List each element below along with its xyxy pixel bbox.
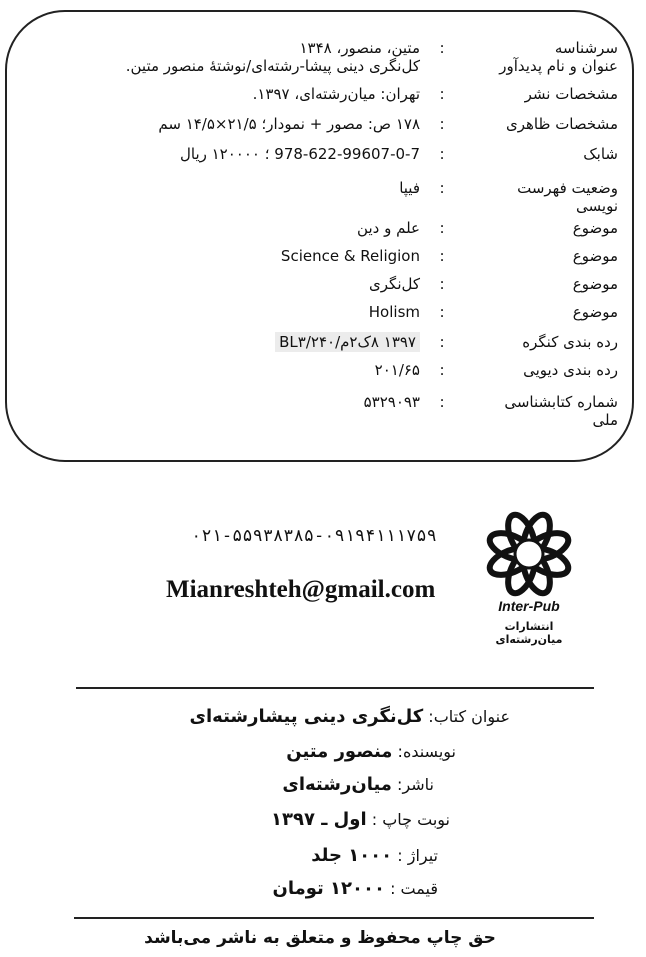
- cip-value: متین، منصور، ۱۳۴۸: [299, 39, 420, 57]
- cip-value: ۵۳۲۹۰۹۳: [363, 393, 420, 411]
- cip-value: [20, 248, 420, 264]
- cip-label: شابک: [583, 145, 618, 163]
- publisher-logo-name: Inter-Pub: [498, 598, 560, 614]
- flower-rosette-icon: [474, 510, 584, 598]
- book-title-value: کل‌نگری دینی پیشارشته‌ای: [189, 706, 424, 727]
- cip-value: [20, 334, 420, 350]
- cip-label-continued: نویسی: [576, 197, 618, 215]
- cip-colon: :: [439, 39, 445, 57]
- publisher-logo-subname: انتشارات میان‌رشته‌ای: [495, 620, 563, 646]
- cip-value: تهران: میان‌رشته‌ای، ۱۳۹۷.: [252, 85, 420, 103]
- cip-colon: :: [439, 115, 445, 133]
- book-title-label: عنوان کتاب:: [428, 707, 510, 726]
- cip-label: شماره کتابشناسی: [504, 393, 618, 411]
- cip-value: ۱۷۸ ص: مصور + نمودار؛ ۲۱/۵×۱۴/۵ سم: [158, 115, 420, 133]
- cip-colon: :: [439, 303, 445, 321]
- circulation-label: تیراژ :: [397, 846, 438, 865]
- cip-colon: :: [439, 145, 445, 163]
- cip-label: رده بندی دیویی: [523, 361, 618, 379]
- price-label: قیمت :: [390, 879, 438, 898]
- cip-label: مشخصات نشر: [524, 85, 618, 103]
- cip-colon: :: [439, 275, 445, 293]
- publisher-label: ناشر:: [397, 775, 434, 794]
- edition-value: اول ـ ۱۳۹۷: [271, 809, 367, 830]
- cip-label: موضوع: [572, 303, 618, 321]
- book-title-line: [189, 706, 510, 728]
- author-line: [286, 741, 456, 763]
- copyright-note: حق چاپ محفوظ و متعلق به ناشر می‌باشد: [144, 928, 496, 948]
- cip-value: 978-622-99607-0-7 ؛ ۱۲۰۰۰۰ ریال: [179, 145, 420, 163]
- price-value: ۱۲۰۰۰ تومان: [272, 878, 385, 899]
- divider-top: [76, 687, 594, 689]
- cip-catalog-box: [5, 10, 634, 462]
- cip-colon: :: [439, 85, 445, 103]
- cip-value: کل‌نگری: [369, 275, 420, 293]
- circulation-line: [311, 845, 438, 867]
- cip-value-ltr: Science & Religion: [280, 247, 420, 265]
- cip-label: موضوع: [572, 247, 618, 265]
- cip-label: موضوع: [572, 219, 618, 237]
- author-value: منصور متین: [286, 741, 393, 762]
- cip-value: علم و دین: [357, 219, 420, 237]
- cip-value: فیپا: [399, 179, 420, 197]
- publisher-line: [282, 774, 434, 796]
- edition-label: نوبت چاپ :: [371, 810, 450, 829]
- cip-label: وضعیت فهرست: [517, 179, 618, 197]
- edition-line: [271, 809, 450, 831]
- cip-label-continued: ملی: [592, 411, 618, 429]
- cip-colon: :: [439, 247, 445, 265]
- cip-value-highlight: ۱۳۹۷ ۸ک۲م/۲۴۰/BL۳: [275, 332, 420, 352]
- cip-value: ۲۰۱/۶۵: [374, 361, 420, 379]
- contact-phone: ۰۲۱-۵۵۹۳۸۳۸۵-۰۹۱۹۴۱۱۱۷۵۹: [191, 526, 437, 546]
- cip-label: مشخصات ظاهری: [505, 115, 618, 133]
- cip-label: رده بندی کنگره: [522, 333, 618, 351]
- publisher-value: میان‌رشته‌ای: [282, 774, 392, 795]
- cip-value: کل‌نگری دینی پیشا-رشته‌ای/نوشتهٔ منصور متین.: [125, 57, 420, 75]
- cip-value-ltr: Holism: [368, 303, 420, 321]
- divider-bottom: [74, 917, 594, 919]
- cip-label: سرشناسه: [554, 39, 618, 57]
- cip-colon: :: [439, 393, 445, 411]
- cip-label: موضوع: [572, 275, 618, 293]
- cip-colon: :: [439, 179, 445, 197]
- cip-colon: :: [439, 219, 445, 237]
- author-label: نویسنده:: [397, 742, 456, 761]
- cip-value: [20, 304, 420, 320]
- publisher-logo: [474, 510, 584, 645]
- circulation-value: ۱۰۰۰ جلد: [311, 845, 393, 866]
- contact-email: Mianreshteh@gmail.com: [166, 576, 436, 603]
- price-line: [272, 878, 438, 900]
- cip-label: عنوان و نام پدیدآور: [499, 57, 618, 75]
- cip-colon: :: [439, 361, 445, 379]
- cip-colon: :: [439, 333, 445, 351]
